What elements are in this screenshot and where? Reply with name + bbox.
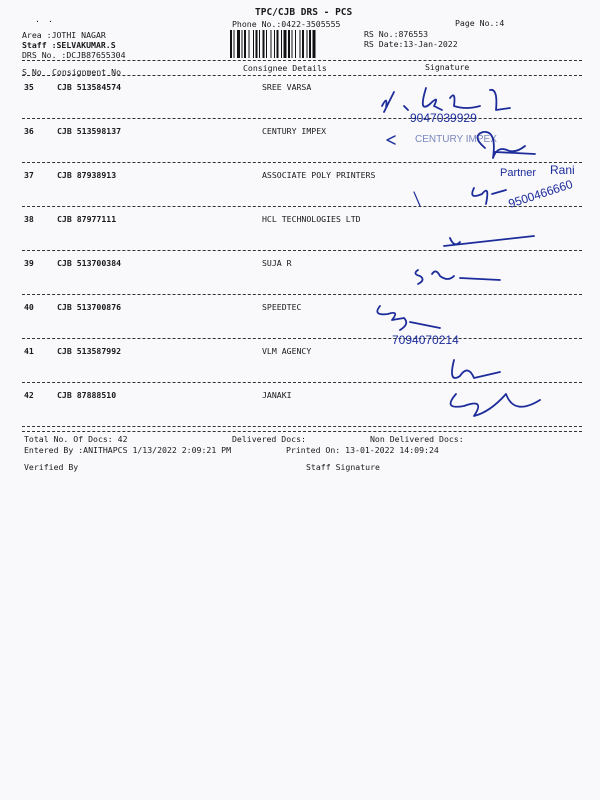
row-sno: 35	[24, 82, 34, 92]
signature-35-phone: 9047039929	[410, 111, 477, 124]
row-divider	[22, 426, 582, 427]
row-consignment: CJB 513700384	[57, 258, 122, 268]
row-consignment: CJB 513700876	[57, 302, 122, 312]
row-sno: 38	[24, 214, 34, 224]
divider	[22, 431, 582, 432]
signature-41-42	[430, 354, 550, 424]
page-number: Page No.:4	[455, 18, 505, 28]
row-consignee: VLM AGENCY	[262, 346, 312, 356]
row-sno: 39	[24, 258, 34, 268]
document-title: TPC/CJB DRS - PCS	[255, 7, 353, 18]
scan-dot: .	[35, 14, 40, 24]
col-signature: Signature	[425, 62, 470, 72]
signature-37-name: Rani	[550, 163, 575, 177]
row-consignment: CJB 87938913	[57, 170, 117, 180]
row-consignee: JANAKI	[262, 390, 292, 400]
area-label: Area :JOTHI NAGAR	[22, 30, 106, 40]
phone-number: Phone No.:0422-3505555	[232, 19, 341, 29]
total-docs: Total No. Of Docs: 42	[24, 434, 128, 444]
stamp-36: CENTURY IMPEX	[415, 134, 497, 145]
col-sno: S No	[22, 67, 42, 77]
col-consignee: Consignee Details	[243, 63, 327, 73]
row-consignee: ASSOCIATE POLY PRINTERS	[262, 170, 376, 180]
staff-signature: Staff Signature	[306, 462, 380, 472]
row-consignee: SUJA R	[262, 258, 292, 268]
divider	[22, 60, 582, 61]
signature-40-phone: 7094070214	[392, 333, 459, 347]
divider	[22, 75, 582, 76]
signature-37-phone: 9500466660	[506, 176, 575, 211]
col-consignment: Consignment No	[52, 67, 122, 77]
signature-37	[390, 160, 600, 220]
delivered-docs: Delivered Docs:	[232, 434, 306, 444]
row-consignee: SPEEDTEC	[262, 302, 302, 312]
row-sno: 36	[24, 126, 34, 136]
row-consignee: HCL TECHNOLOGIES LTD	[262, 214, 361, 224]
row-sno: 41	[24, 346, 34, 356]
signature-37-partner: Partner	[500, 167, 537, 179]
entered-by: Entered By :ANITHAPCS 1/13/2022 2:09:21 PM	[24, 445, 232, 455]
staff-label: Staff :SELVAKUMAR.S	[22, 40, 116, 50]
row-consignment: CJB 513598137	[57, 126, 122, 136]
row-consignment: CJB 513587992	[57, 346, 122, 356]
signature-38	[440, 228, 540, 252]
row-consignment: CJB 87977111	[57, 214, 117, 224]
rs-number: RS No.:876553	[364, 29, 429, 39]
row-consignment: CJB 513584574	[57, 82, 122, 92]
row-sno: 37	[24, 170, 34, 180]
row-consignee: CENTURY IMPEX	[262, 126, 327, 136]
row-divider	[22, 294, 582, 295]
verified-by: Verified By	[24, 462, 79, 472]
row-consignee: SREE VARSA	[262, 82, 312, 92]
row-consignment: CJB 87888510	[57, 390, 117, 400]
signature-39	[410, 264, 520, 288]
signature-40	[370, 300, 530, 350]
row-sno: 40	[24, 302, 34, 312]
printed-on: Printed On: 13-01-2022 14:09:24	[286, 445, 439, 455]
non-delivered-docs: Non Delivered Docs:	[370, 434, 464, 444]
drs-number: DRS No. :DCJB87655304	[22, 50, 126, 60]
row-sno: 42	[24, 390, 34, 400]
barcode	[230, 30, 358, 58]
rs-date: RS Date:13-Jan-2022	[364, 39, 458, 49]
scan-dot: .	[48, 14, 53, 24]
